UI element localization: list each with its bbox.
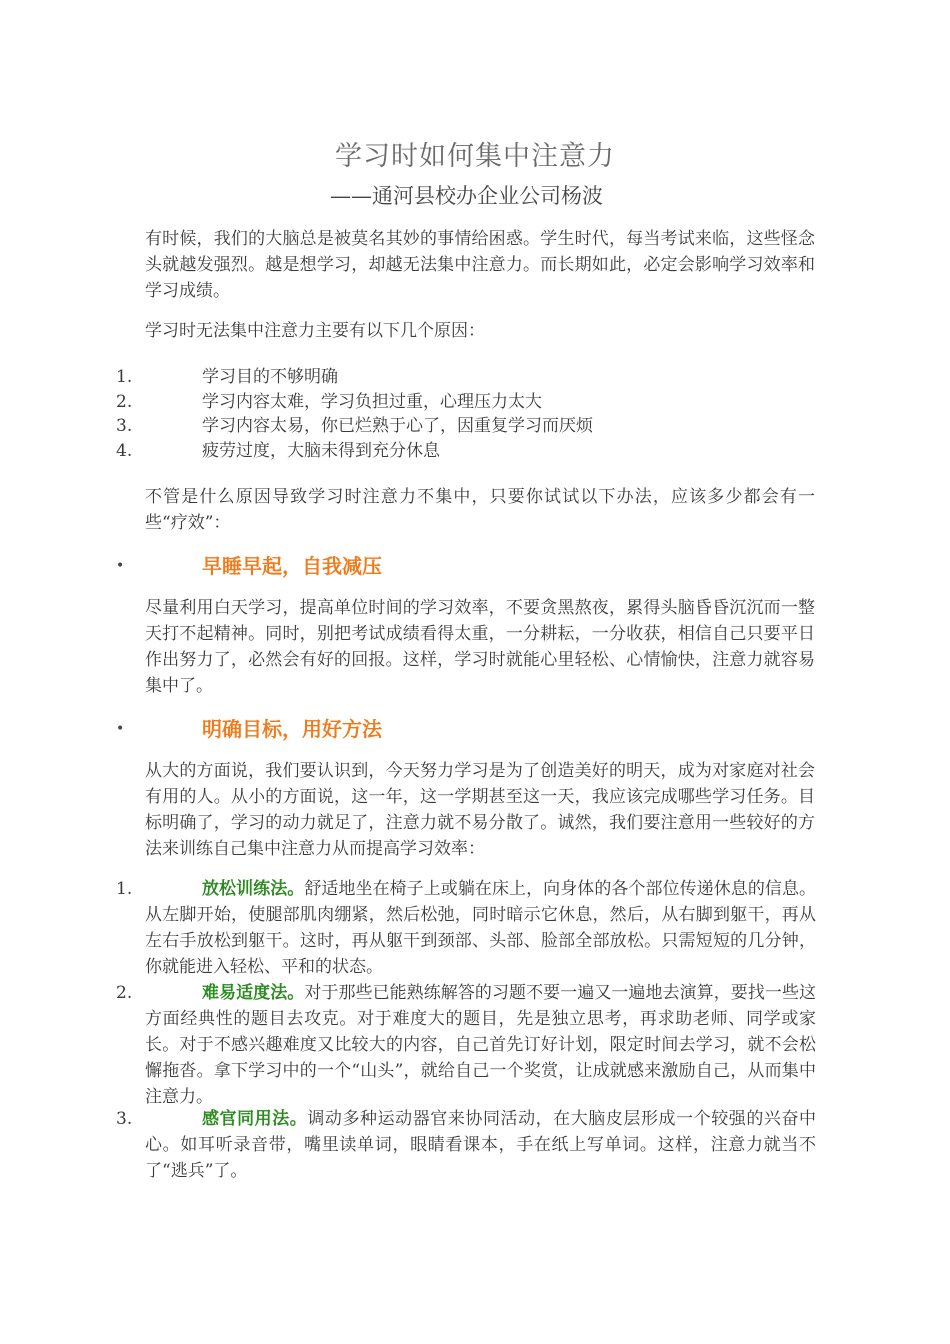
method-text: 调动多种运动器官来协同活动，在大脑皮层形成一个较强的兴奋中心。如耳听录音带，嘴里读单词，眼睛看课本，手在纸上写单词。这样，注意力就当不了“逃兵”了。 <box>145 1109 817 1181</box>
section-heading-1 <box>116 551 816 581</box>
section-heading-text: 明确目标，用好方法 <box>202 717 382 741</box>
method-number: 2. <box>116 983 133 1003</box>
method-text: 对于那些已能熟练解答的习题不要一遍又一遍地去演算，要找一些这方面经典性的题目去攻克。对于难度大的题目，先是独立思考，再求助老师、同学或家长。对于不感兴趣难度又比较大的内容，自己首先订好计划，限定时间去学习，就不会松懈拖沓。拿下学习中的一个“山头”，就给自己一个奖赏，让成就感来激励自己，从而集中注意力。 <box>145 983 816 1107</box>
list-item-text: 学习目的不够明确 <box>202 367 338 387</box>
remedy-lead-paragraph: 不管是什么原因导致学习时注意力不集中，只要你试试以下办法，应该多少都会有一些“疗效”： <box>145 487 815 533</box>
section-body-1: 尽量利用白天学习，提高单位时间的学习效率，不要贪黑熬夜，累得头脑昏昏沉沉而一整天打不起精神。同时，别把考试成绩看得太重，一分耕耘，一分收获，相信自己只要平日作出努力了，必然会有好的回报。这样，学习时就能心里轻松、心情愉快，注意力就容易集中了。 <box>145 598 815 696</box>
list-item-number: 1. <box>116 367 133 387</box>
list-item <box>116 414 816 439</box>
reasons-list <box>116 365 816 463</box>
method-item-3 <box>116 1106 816 1184</box>
method-label: 放松训练法。 <box>202 879 305 899</box>
method-item-1 <box>116 876 816 980</box>
section-heading-2 <box>116 714 816 744</box>
page-title: 学习时如何集中注意力 <box>335 141 615 172</box>
section-body-2: 从大的方面说，我们要认识到，今天努力学习是为了创造美好的明天，成为对家庭对社会有用的人。从小的方面说，这一年，这一学期甚至这一天，我应该完成哪些学习任务。目标明确了，学习的动力就足了，注意力就不易分散了。诚然，我们要注意用一些较好的方法来训练自己集中注意力从而提高学习效率： <box>145 761 815 859</box>
list-item-text: 学习内容太易，你已烂熟于心了，因重复学习而厌烦 <box>202 416 593 436</box>
intro-paragraph: 有时候，我们的大脑总是被莫名其妙的事情给困惑。学生时代，每当考试来临，这些怪念头就越发强烈。越是想学习，却越无法集中注意力。而长期如此，必定会影响学习效率和学习成绩。 <box>145 229 815 301</box>
method-number: 3. <box>116 1109 133 1129</box>
list-item-number: 2. <box>116 391 133 412</box>
list-item <box>116 365 816 390</box>
bullet-icon: • <box>116 721 125 737</box>
method-item-2 <box>116 980 816 1110</box>
list-item <box>116 390 816 415</box>
bullet-icon: • <box>116 558 125 574</box>
list-item-number: 4. <box>116 440 133 461</box>
method-label: 难易适度法。 <box>202 983 305 1003</box>
list-item <box>116 439 816 464</box>
method-number: 1. <box>116 879 133 899</box>
section-heading-text: 早睡早起，自我减压 <box>202 554 382 578</box>
method-label: 感官同用法。 <box>202 1109 308 1129</box>
page-subtitle: ——通河县校办企业公司杨波 <box>330 184 603 208</box>
list-item-text: 疲劳过度，大脑未得到充分休息 <box>202 440 440 461</box>
list-item-number: 3. <box>116 416 133 436</box>
list-item-text: 学习内容太难，学习负担过重，心理压力太大 <box>202 391 542 412</box>
method-text: 舒适地坐在椅子上或躺在床上，向身体的各个部位传递休息的信息。从左脚开始，使腿部肌肉绷紧，然后松弛，同时暗示它休息，然后，从右脚到躯干，再从左右手放松到躯干。这时，再从躯干到颈部、头部、脸部全部放松。只需短短的几分钟，你就能进入轻松、平和的状态。 <box>145 879 816 977</box>
reasons-lead-paragraph: 学习时无法集中注意力主要有以下几个原因： <box>145 321 485 341</box>
